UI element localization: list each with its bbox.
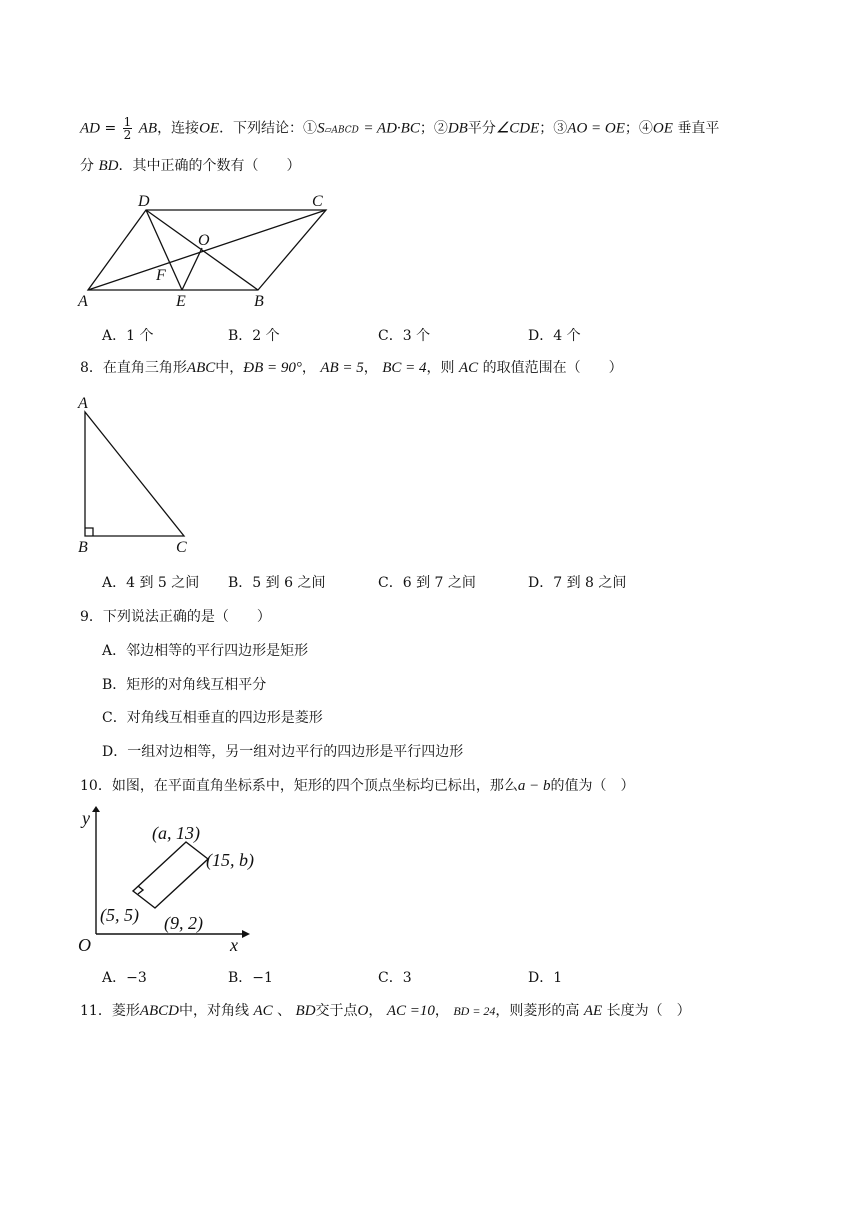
q7-c3-pre: ；③ (539, 120, 568, 137)
q11-ac-value: AC =10 (386, 1003, 435, 1019)
q7-text1: ，连接 (157, 120, 200, 137)
q7-c4-pre: ；④ (624, 120, 653, 137)
q11-ae: AE (583, 1003, 603, 1019)
q7-line2-b: ．其中正确的个数有（ ） (118, 158, 301, 174)
q8-stem-a: 8．在直角三角形 (80, 360, 187, 376)
q7-label-f: F (156, 267, 166, 284)
q10-stem-a: 10．如图，在平面直角坐标系中，矩形的四个顶点坐标均已标出，那么 (80, 778, 518, 794)
q8-label-c: C (176, 539, 187, 556)
q10-right-angle-mark (138, 886, 143, 894)
q10-x-arrow (242, 930, 250, 938)
q7-diagonal-ac (88, 210, 326, 290)
q9-option-d: D．一组对边相等，另一组对边平行的四边形是平行四边形 (102, 744, 464, 760)
q10-label-15b: (15, b) (206, 850, 254, 870)
q8-stem-b: 中， (215, 360, 244, 376)
q8-ac: AC (459, 360, 479, 376)
q7-c1-sub: ▱ABCD (324, 125, 359, 136)
q7-parallelogram-figure (70, 188, 340, 313)
q9-stem: 9．下列说法正确的是（ ） (80, 609, 271, 625)
q10-label-a13: (a, 13) (152, 823, 200, 843)
q8-label-a: A (78, 395, 88, 412)
q9-option-a: A．邻边相等的平行四边形是矩形 (102, 643, 309, 659)
q7-c1-s: S (317, 120, 325, 137)
q7-fraction-one-half: $\frac{1}{2}$ (123, 115, 132, 142)
q10-stem-b: 的值为（ ） (550, 778, 635, 794)
q8-triangle-figure (70, 392, 210, 560)
q7-c4: OE (652, 120, 673, 137)
q7-option-b: B．2 个 (228, 328, 280, 344)
q7-c2-text: 平分 (467, 120, 496, 137)
q11-stem-b: 中，对角线 (179, 1003, 249, 1019)
q7-c2: DB (447, 120, 468, 137)
q8-ab: AB = 5 (320, 360, 364, 376)
q7-c2-pre: ；② (419, 120, 448, 137)
q8-option-a: A．4 到 5 之间 (102, 575, 200, 591)
q7-option-d: D．4 个 (528, 328, 581, 344)
q7-ab: AB (138, 120, 158, 137)
q7-label-b: B (254, 293, 264, 310)
q11-abcd: ABCD (139, 1003, 179, 1019)
q10-y-arrow (92, 806, 100, 812)
q10-expr: a − b (517, 778, 551, 794)
q11-stem-d: ， (368, 1003, 383, 1019)
q11-ac: AC (253, 1003, 273, 1019)
q11-sep: 、 (277, 1003, 292, 1019)
q8-right-angle-mark (85, 528, 93, 536)
q9-option-c: C．对角线互相垂直的四边形是菱形 (102, 710, 323, 726)
q8-option-d: D．7 到 8 之间 (528, 575, 627, 591)
q7-label-o: O (198, 232, 210, 249)
q11-o: O (357, 1003, 369, 1019)
q10-label-9-2: (9, 2) (164, 913, 203, 933)
q8-stem: 8．在直角三角形ABC中，ÐB = 90°， AB = 5， BC = 4，则 AC 的取值范围在（ ） (80, 360, 623, 376)
q10-coordinate-figure (70, 806, 270, 956)
q7-c1-rhs: = AD·BC (363, 120, 420, 137)
q8-abc: ABC (186, 360, 216, 376)
q7-option-c: C．3 个 (378, 328, 431, 344)
q11-bd-value: BD = 24 (453, 1004, 496, 1018)
q8-bc: BC = 4 (382, 360, 427, 376)
q10-option-d: D．1 (528, 970, 563, 986)
q7-text2: ．下列结论：① (219, 120, 318, 137)
q11-stem-e: ，则菱形的高 (495, 1003, 580, 1019)
q8-stem-d: 的取值范围在（ ） (482, 360, 623, 376)
q8-option-c: C．6 到 7 之间 (378, 575, 476, 591)
q10-stem (80, 776, 634, 796)
q11-stem-a: 11．菱形 (80, 1003, 140, 1019)
q10-rectangle (133, 842, 208, 908)
q8-triangle-abc (85, 412, 184, 536)
q7-label-e: E (176, 293, 186, 310)
q10-label-5-5: (5, 5) (100, 905, 139, 925)
q7-label-c: C (312, 193, 323, 210)
q7-line2-bd: BD (98, 158, 119, 174)
q7-oe: OE (199, 120, 220, 137)
q7-label-a: A (78, 293, 88, 310)
q9-option-b: B．矩形的对角线互相平分 (102, 677, 267, 693)
q7-conditions-line (80, 116, 719, 141)
q10-option-b: B．−1 (228, 970, 273, 986)
q10-label-o: O (78, 935, 91, 955)
q7-line2 (80, 156, 300, 176)
q7-c4-text: 垂直平 (677, 120, 720, 137)
q7-eq: = (104, 120, 117, 137)
q8-angle: ÐB = 90° (243, 360, 302, 376)
q8-label-b: B (78, 539, 88, 556)
q7-c3: AO = OE (567, 120, 625, 137)
q11-bd: BD (295, 1003, 316, 1019)
q11-stem-f: 长度为（ ） (606, 1003, 691, 1019)
q7-ad: AD (80, 120, 100, 137)
q7-line2-a: 分 (80, 158, 94, 174)
q11-comma: ， (434, 1003, 449, 1019)
q11-stem-c: 交于点 (315, 1003, 358, 1019)
q11-stem (80, 1001, 691, 1021)
q10-label-x: x (230, 935, 238, 955)
q7-option-a: A．1 个 (102, 328, 154, 344)
q7-label-d: D (138, 193, 150, 210)
q10-option-c: C．3 (378, 970, 412, 986)
q10-label-y: y (82, 808, 90, 828)
q7-c2-angle: ∠CDE (495, 120, 540, 137)
q7-segment-oe (182, 248, 202, 290)
q10-option-a: A．−3 (102, 970, 147, 986)
q8-stem-c: ，则 (426, 360, 455, 376)
q8-option-b: B．5 到 6 之间 (228, 575, 326, 591)
